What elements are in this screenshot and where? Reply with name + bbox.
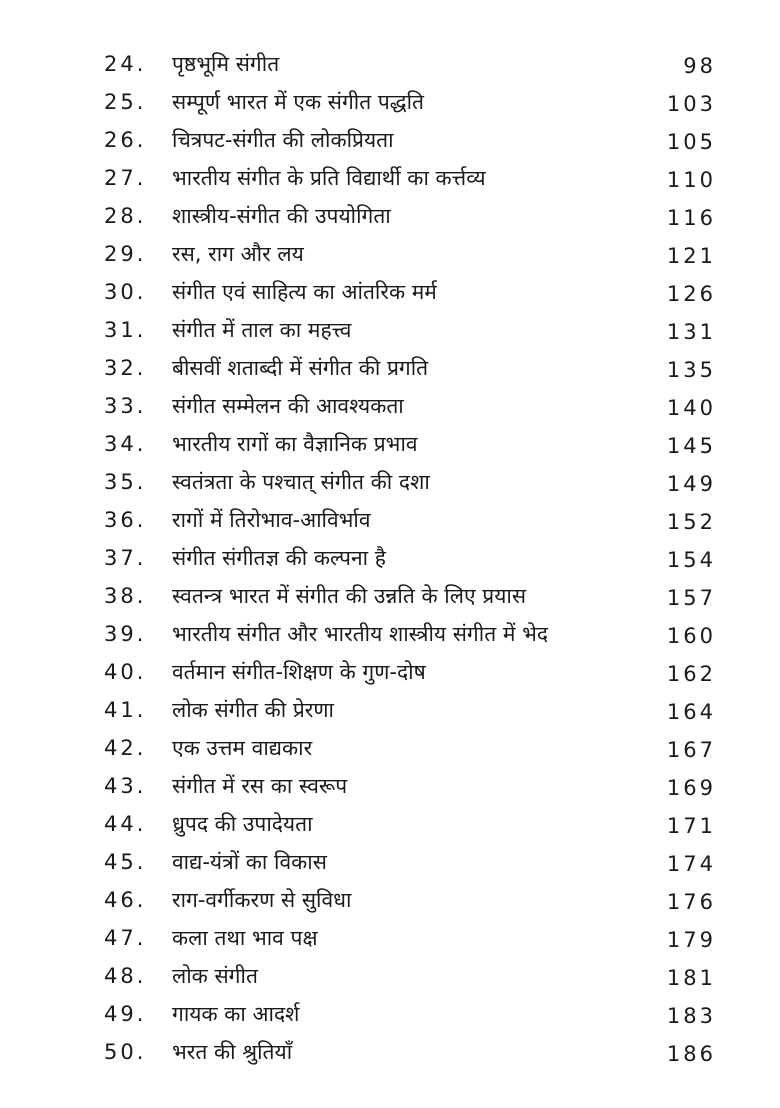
chapter-title: सम्पूर्ण भारत में एक संगीत पद्धति bbox=[172, 90, 424, 114]
page-number: 110 bbox=[666, 168, 716, 192]
toc-entry bbox=[0, 388, 780, 426]
chapter-title: भारतीय रागों का वैज्ञानिक प्रभाव bbox=[172, 432, 418, 456]
page-number: 121 bbox=[666, 244, 716, 268]
chapter-title: भरत की श्रुतियाँ bbox=[172, 1040, 293, 1064]
page-number: 183 bbox=[666, 1004, 716, 1028]
toc-entry bbox=[0, 274, 780, 312]
chapter-number: 31. bbox=[104, 318, 147, 342]
toc-entry bbox=[0, 692, 780, 730]
toc-entry bbox=[0, 654, 780, 692]
toc-entry bbox=[0, 160, 780, 198]
chapter-title: लोक संगीत bbox=[172, 964, 258, 988]
chapter-number: 42. bbox=[104, 736, 147, 760]
chapter-number: 36. bbox=[104, 508, 147, 532]
toc-entry bbox=[0, 46, 780, 84]
chapter-title: संगीत सम्मेलन की आवश्यकता bbox=[172, 394, 404, 418]
page-number: 181 bbox=[666, 966, 716, 990]
chapter-number: 26. bbox=[104, 128, 147, 152]
page-number: 98 bbox=[683, 54, 716, 78]
chapter-title: चित्रपट-संगीत की लोकप्रियता bbox=[172, 128, 394, 152]
page-number: 186 bbox=[666, 1042, 716, 1066]
toc-entry bbox=[0, 236, 780, 274]
toc-entry bbox=[0, 540, 780, 578]
chapter-title: संगीत एवं साहित्य का आंतरिक मर्म bbox=[172, 280, 437, 304]
chapter-number: 49. bbox=[104, 1002, 147, 1026]
page-number: 164 bbox=[666, 700, 716, 724]
page-number: 169 bbox=[666, 776, 716, 800]
chapter-title: पृष्ठभूमि संगीत bbox=[172, 52, 280, 76]
chapter-number: 24. bbox=[104, 52, 147, 76]
toc-entry bbox=[0, 882, 780, 920]
page-number: 154 bbox=[666, 548, 716, 572]
page-number: 171 bbox=[666, 814, 716, 838]
page-number: 149 bbox=[666, 472, 716, 496]
chapter-number: 43. bbox=[104, 774, 147, 798]
toc-entry bbox=[0, 730, 780, 768]
toc-entry bbox=[0, 312, 780, 350]
chapter-number: 38. bbox=[104, 584, 147, 608]
chapter-number: 41. bbox=[104, 698, 147, 722]
page-number: 162 bbox=[666, 662, 716, 686]
chapter-title: रागों में तिरोभाव-आविर्भाव bbox=[172, 508, 371, 532]
toc-entry bbox=[0, 426, 780, 464]
toc-entry bbox=[0, 464, 780, 502]
chapter-number: 30. bbox=[104, 280, 147, 304]
toc-entry bbox=[0, 616, 780, 654]
chapter-title: राग-वर्गीकरण से सुविधा bbox=[172, 888, 352, 912]
toc-entry bbox=[0, 844, 780, 882]
chapter-number: 45. bbox=[104, 850, 147, 874]
chapter-title: गायक का आदर्श bbox=[172, 1002, 300, 1026]
page-number: 126 bbox=[666, 282, 716, 306]
page-number: 135 bbox=[666, 358, 716, 382]
chapter-number: 46. bbox=[104, 888, 147, 912]
chapter-title: बीसवीं शताब्दी में संगीत की प्रगति bbox=[172, 356, 429, 380]
page-number: 145 bbox=[666, 434, 716, 458]
toc-entry bbox=[0, 122, 780, 160]
page-number: 105 bbox=[666, 130, 716, 154]
toc-entry bbox=[0, 578, 780, 616]
page-number: 179 bbox=[666, 928, 716, 952]
page-number: 152 bbox=[666, 510, 716, 534]
chapter-number: 39. bbox=[104, 622, 147, 646]
toc-entry bbox=[0, 198, 780, 236]
chapter-title: स्वतंत्रता के पश्चात् संगीत की दशा bbox=[172, 470, 430, 494]
chapter-number: 25. bbox=[104, 90, 147, 114]
chapter-title: कला तथा भाव पक्ष bbox=[172, 926, 318, 950]
chapter-title: रस, राग और लय bbox=[172, 242, 304, 266]
chapter-number: 29. bbox=[104, 242, 147, 266]
page-number: 140 bbox=[666, 396, 716, 420]
page-number: 116 bbox=[666, 206, 716, 230]
toc-entry bbox=[0, 806, 780, 844]
toc-entry bbox=[0, 920, 780, 958]
table-of-contents bbox=[0, 46, 780, 1072]
chapter-title: एक उत्तम वाद्यकार bbox=[172, 736, 313, 760]
toc-entry bbox=[0, 1034, 780, 1072]
page-number: 160 bbox=[666, 624, 716, 648]
chapter-number: 44. bbox=[104, 812, 147, 836]
chapter-title: वर्तमान संगीत-शिक्षण के गुण-दोष bbox=[172, 660, 426, 684]
chapter-number: 27. bbox=[104, 166, 147, 190]
chapter-title: ध्रुपद की उपादेयता bbox=[172, 812, 313, 836]
toc-entry bbox=[0, 350, 780, 388]
toc-entry bbox=[0, 502, 780, 540]
chapter-title: स्वतन्त्र भारत में संगीत की उन्नति के लिए प्रयास bbox=[172, 584, 527, 608]
page-number: 103 bbox=[666, 92, 716, 116]
chapter-number: 37. bbox=[104, 546, 147, 570]
chapter-title: वाद्य-यंत्रों का विकास bbox=[172, 850, 327, 874]
chapter-number: 34. bbox=[104, 432, 147, 456]
page-number: 167 bbox=[666, 738, 716, 762]
toc-entry bbox=[0, 768, 780, 806]
chapter-number: 48. bbox=[104, 964, 147, 988]
chapter-number: 28. bbox=[104, 204, 147, 228]
chapter-title: शास्त्रीय-संगीत की उपयोगिता bbox=[172, 204, 391, 228]
page-number: 174 bbox=[666, 852, 716, 876]
page-number: 157 bbox=[666, 586, 716, 610]
chapter-title: संगीत में ताल का महत्त्व bbox=[172, 318, 352, 342]
chapter-number: 33. bbox=[104, 394, 147, 418]
toc-entry bbox=[0, 996, 780, 1034]
chapter-title: संगीत संगीतज्ञ की कल्पना है bbox=[172, 546, 386, 570]
toc-entry bbox=[0, 84, 780, 122]
chapter-number: 35. bbox=[104, 470, 147, 494]
toc-entry bbox=[0, 958, 780, 996]
chapter-title: लोक संगीत की प्रेरणा bbox=[172, 698, 334, 722]
page-number: 131 bbox=[666, 320, 716, 344]
chapter-number: 40. bbox=[104, 660, 147, 684]
page-number: 176 bbox=[666, 890, 716, 914]
chapter-number: 32. bbox=[104, 356, 147, 380]
chapter-title: भारतीय संगीत के प्रति विद्यार्थी का कर्त्तव्य bbox=[172, 166, 486, 190]
chapter-number: 47. bbox=[104, 926, 147, 950]
chapter-title: संगीत में रस का स्वरूप bbox=[172, 774, 348, 798]
chapter-title: भारतीय संगीत और भारतीय शास्त्रीय संगीत में भेद bbox=[172, 622, 548, 646]
chapter-number: 50. bbox=[104, 1040, 147, 1064]
